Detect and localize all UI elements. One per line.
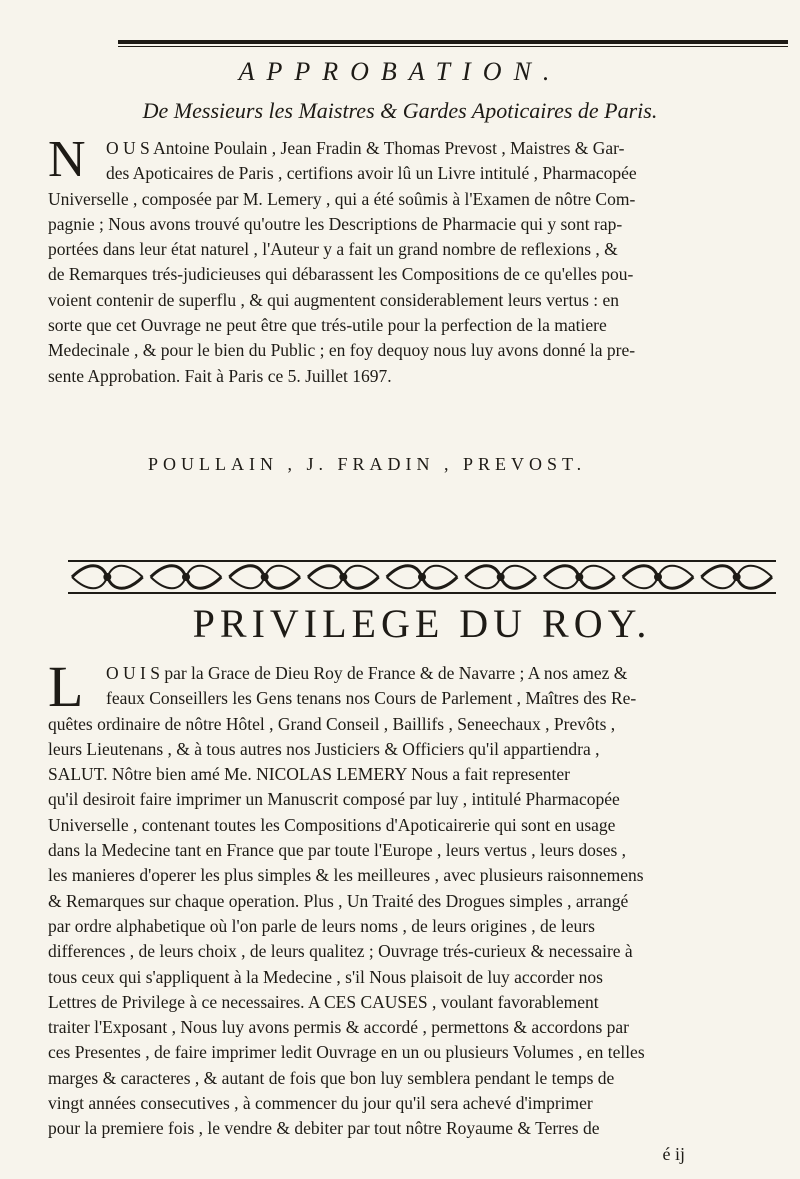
ornament-motif — [623, 566, 694, 589]
privilege-text-line: differences , de leurs choix , de leurs qualitez ; Ouvrage trés-curieux & necessaire à — [48, 941, 633, 962]
privilege-text-line: les manieres d'operer les plus simples & les meilleures , avec plusieurs raisonnemens — [48, 865, 644, 886]
privilege-text-line: pour la premiere fois , le vendre & debiter par tout nôtre Royaume & Terres de — [48, 1118, 600, 1139]
privilege-text-line: vingt années consecutives , à commencer du jour qu'il sera achevé d'imprimer — [48, 1093, 593, 1114]
privilege-text-line: tous ceux qui s'appliquent à la Medecine , s'il Nous plaisoit de luy accorder nos — [48, 966, 603, 987]
approbation-text-line: O U S Antoine Poulain , Jean Fradin & Thomas Prevost , Maistres & Gar- — [106, 138, 625, 158]
privilege-text-line: traiter l'Exposant , Nous luy avons permis & accordé , permettons & accordons par — [48, 1017, 629, 1038]
approbation-text-line: voient contenir de superflu , & qui augmentent considerablement leurs vertus : en — [48, 289, 620, 310]
ornament-rule — [68, 592, 776, 594]
ornament-motif — [72, 566, 143, 589]
approbation-text-line: sorte que cet Ouvrage ne peut être que trés-utile pour la perfection de la matiere — [48, 315, 607, 336]
privilege-text-line: & Remarques sur chaque operation. Plus , Un Traité des Drogues simples , arrangé — [48, 890, 629, 911]
privilege-text-line: quêtes ordinaire de nôtre Hôtel , Grand Conseil , Baillifs , Seneechaux , Prevôts , — [48, 713, 616, 734]
approbation-text-line: Universelle , composée par M. Lemery , qui a été soûmis à l'Examen de nôtre Com- — [48, 188, 636, 209]
ornament-motif — [308, 566, 379, 589]
top-rule-thin — [118, 46, 788, 47]
approbation-text-line: de Remarques trés-judicieuses qui débarassent les Compositions de ce qu'elles pou- — [48, 264, 634, 285]
privilege-text-line: qu'il desiroit faire imprimer un Manuscrit composé par luy , intitulé Pharmacopée — [48, 789, 620, 810]
top-rule — [118, 40, 788, 44]
ornament-motif — [229, 566, 300, 589]
ornament-band — [68, 560, 776, 594]
privilege-text — [48, 661, 778, 1142]
privilege-text-line: dans la Medecine tant en France que par toute l'Europe , leurs vertus , leurs doses , — [48, 840, 627, 861]
ornament-motif — [701, 566, 772, 589]
privilege-text-line: O U I S par la Grace de Dieu Roy de France & de Navarre ; A nos amez & — [106, 663, 628, 683]
ornament-motif — [151, 566, 222, 589]
privilege-text-line: Universelle , contenant toutes les Compositions d'Apoticairerie qui sont en usage — [48, 814, 616, 835]
approbation-text — [48, 131, 778, 389]
ornament-motif — [465, 566, 536, 589]
privilege-text-line: ces Presentes , de faire imprimer ledit Ouvrage en un ou plusieurs Volumes , en telles — [48, 1042, 645, 1063]
privilege-text-line: Lettres de Privilege à ce necessaires. A CES CAUSES , voulant favorablement — [48, 991, 599, 1012]
ornament-rule — [68, 560, 776, 562]
privilege-text-line: marges & caracteres , & autant de fois que bon luy semblera pendant le temps de — [48, 1067, 615, 1088]
approbation-text-line: Medecinale , & pour le bien du Public ; en foy dequoy nous luy avons donné la pre- — [48, 340, 636, 361]
privilege-heading: PRIVILEGE DU ROY. — [192, 601, 652, 646]
approbation-text-line: portées dans leur état naturel , l'Auteur y a fait un grand nombre de reflexions , & — [48, 239, 618, 260]
approbation-text-line: des Apoticaires de Paris , certifions avoir lû un Livre intitulé , Pharmacopée — [106, 163, 637, 184]
approbation-heading: APPROBATION. — [238, 57, 562, 86]
ornament-motif — [387, 566, 458, 589]
privilege-text-line: par ordre alphabetique où l'on parle de leurs noms , de leurs origines , de leurs — [48, 915, 595, 936]
privilege-text-line: leurs Lieutenans , & à tous autres nos Justiciers & Officiers qu'il appartiendra , — [48, 738, 600, 759]
ornament-motif — [544, 566, 615, 589]
approbation-text-line: sente Approbation. Fait à Paris ce 5. Juillet 1697. — [48, 365, 392, 386]
privilege-dropcap: L — [48, 654, 84, 719]
signature-mark: é ij — [662, 1144, 685, 1164]
approbation-subheading: De Messieurs les Maistres & Gardes Apoticaires de Paris. — [142, 98, 658, 123]
privilege-text-line: SALUT. Nôtre bien amé Me. NICOLAS LEMERY Nous a fait representer — [48, 764, 570, 785]
approbation-signers: POULLAIN , J. FRADIN , PREVOST. — [148, 454, 587, 474]
approbation-dropcap: N — [48, 131, 86, 188]
privilege-text-line: feaux Conseillers les Gens tenans nos Cours de Parlement , Maîtres des Re- — [106, 688, 637, 709]
approbation-text-line: pagnie ; Nous avons trouvé qu'outre les Descriptions de Pharmacie qui y sont rap- — [48, 213, 623, 234]
